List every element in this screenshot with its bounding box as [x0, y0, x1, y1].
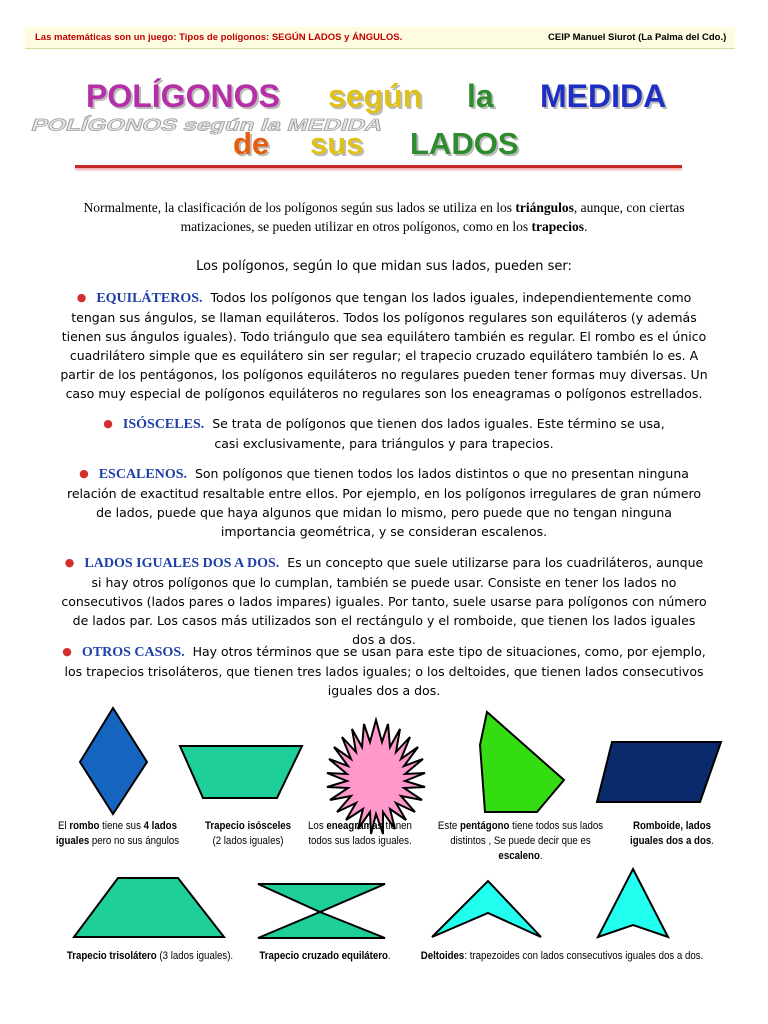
caption-rombo: El rombo tiene sus 4 lados iguales pero no sus ángulos [55, 820, 180, 847]
header-left-text: Las matemáticas son un juego: Tipos de polígonos: SEGÚN LADOS y ÁNGULOS. [35, 32, 403, 43]
caption-pentagono: Este pentágono tiene todos sus lados distintos , Se puede decir que es escaleno. [437, 820, 604, 862]
trapecio-isosceles-shape [180, 746, 302, 798]
caption-trapecio-trisolatero: Trapecio trisolátero (3 lados iguales). [66, 950, 234, 962]
title-word-medida: MEDIDA [540, 78, 667, 114]
title-word-sus: sus [310, 126, 364, 161]
trapecio-trisolatero-shape [74, 878, 224, 937]
section-lados-iguales-dos-a-dos: ● LADOS IGUALES DOS A DOS. Es un concepto que suele utilizarse para los cuadriláteros, aunque si hay otros polígonos que lo cumplan, también se puede usar. Consiste en tener los lados no consecutivos (lados pares o lados impares) iguales. Por tanto, suele usarse para polígonos con número de lados par. Los casos más utilizados son el rectángulo y el romboide, que tienen los lados iguales dos a dos. [61, 555, 707, 647]
lead-sentence: Los polígonos, según lo que midan sus lados, pueden ser: [196, 259, 572, 274]
term-lados-dos: LADOS IGUALES DOS A DOS [84, 556, 276, 571]
title-word-segun: según [328, 78, 423, 114]
romboide-shape [597, 742, 721, 802]
section-equilateros: ● EQUILÁTEROS. Todos los polígonos que tengan los lados iguales, independientemente como tengan sus ángulos, se llaman equiláteros. Todos los polígonos regulares son equiláteros (y además tienen sus ángulos iguales). Todo triángulo que sea equilátero también es regular. El rombo es el único cuadrilátero simple que es equilátero sin ser regular; el trapecio cruzado equilátero también lo es. A partir de los pentágonos, los polígonos equiláteros no regulares pueden tener formas muy diversas. Un caso muy especial de polígonos equiláteros no regulares son los eneagramas o polígonos estrellados. [60, 290, 708, 401]
caption-trapecio-isosceles: Trapecio isósceles (2 lados iguales) [204, 820, 292, 847]
eneagrama-star-shape [327, 720, 425, 834]
bullet-icon: ● [103, 417, 113, 430]
title-shadow-reflection: POLÍGONOS según la MEDIDA [28, 116, 386, 135]
trapecio-cruzado-shape-lower [258, 912, 385, 938]
bullet-icon: ● [64, 556, 75, 569]
header-right-text: CEIP Manuel Siurot (La Palma del Cdo.) [548, 32, 727, 43]
caption-deltoides: Deltoides: trapezoides con lados consecutivos iguales dos a dos. [420, 950, 704, 962]
title-word-de: de [233, 126, 270, 161]
title-word-lados: LADOS [410, 126, 519, 161]
bullet-icon: ● [79, 467, 89, 480]
bullet-icon: ● [62, 645, 72, 658]
deltoide-shape-2 [598, 869, 668, 937]
pentagono-shape [480, 712, 564, 812]
bullet-icon: ● [76, 291, 87, 304]
rombo-shape [80, 708, 147, 814]
section-isosceles: ● ISÓSCELES. Se trata de polígonos que tienen dos lados iguales. Este término se usa, casi exclusivamente, para triángulos y para trapecios. [103, 416, 665, 451]
caption-trapecio-cruzado: Trapecio cruzado equilátero. [259, 950, 391, 962]
term-equilateros: EQUILÁTEROS [96, 291, 200, 306]
caption-romboide: Romboide, lados iguales dos a dos. [630, 820, 714, 847]
trapecio-cruzado-shape [258, 884, 385, 912]
intro-paragraph: Normalmente, la clasificación de los polígonos según sus lados se utiliza en los triángulos, aunque, con ciertas matizaciones, se pueden utilizar en otros polígonos, como en los trapecios. [83, 200, 685, 234]
section-otros-casos: ● OTROS CASOS. Hay otros términos que se usan para este tipo de situaciones, como, por ejemplo, los trapecios trisoláteros, que tienen tres lados iguales; o los deltoides, que tienen lados consecutivos iguales dos a dos. [62, 644, 706, 698]
term-otros: OTROS CASOS [81, 645, 182, 660]
deltoide-shape-1 [432, 881, 541, 937]
title-word-poligonos: POLÍGONOS [86, 78, 280, 114]
term-isosceles: ISÓSCELES [122, 417, 201, 432]
caption-eneagrama: Los eneagramas tienen todos sus lados iguales. [308, 820, 412, 847]
title-word-la: la [467, 78, 494, 114]
section-escalenos: ● ESCALENOS. Son polígonos que tienen todos los lados distintos o que no presentan ninguna relación de exactitud resaltable entre ellos. Por ejemplo, en los polígonos irregulares de gran número de lados, puede que haya algunos que midan lo mismo, pero puede que no tengan ninguna importancia geométrica, y se consideran escalenos. [67, 466, 701, 539]
term-escalenos: ESCALENOS [98, 467, 184, 482]
